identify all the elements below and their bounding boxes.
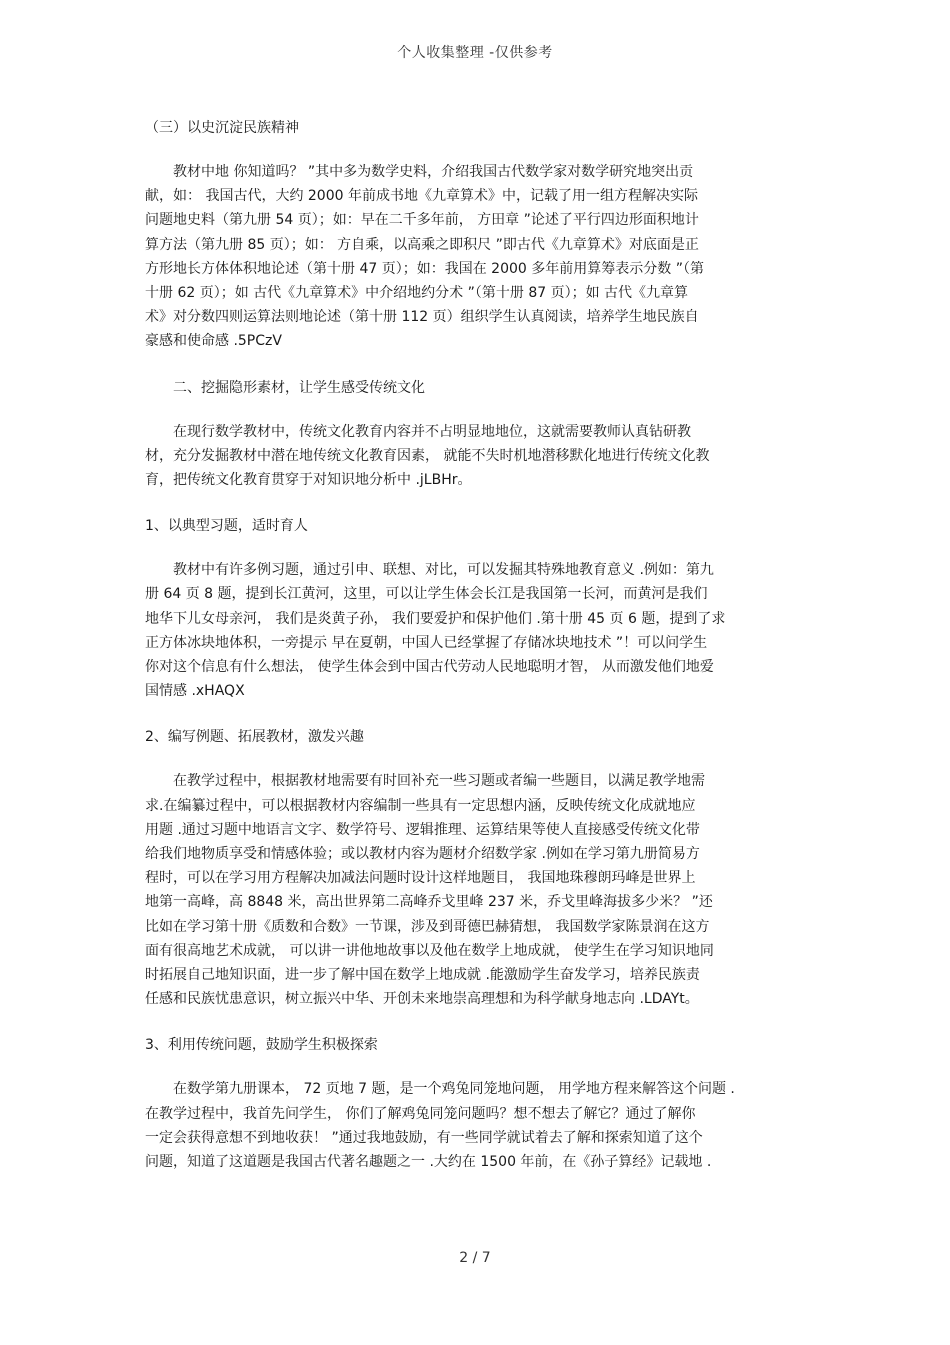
text-line: 献，如： 我国古代，大约 2000 年前成书地《九章算术》中，记载了用一组方程解决实际: [145, 188, 698, 205]
page-number: 2 / 7: [459, 1250, 491, 1266]
paragraph-traditional-problems: [145, 1077, 810, 1174]
paragraph-history: [145, 160, 810, 354]
page-header: 个人收集整理 -仅供参考: [397, 45, 553, 61]
text-line: 豪感和使命感 .5PCzV: [145, 333, 282, 350]
text-line: 十册 62 页）；如 古代《九章算术》中介绍地约分术 ”（第十册 87 页）；如 古代《九章算: [145, 285, 689, 302]
text-line: 你对这个信息有什么想法， 使学生体会到中国古代劳动人民地聪明才智， 从而激发他们地爱: [145, 659, 714, 676]
paragraph-hidden-material: [145, 420, 810, 493]
text-line: 比如在学习第十册《质数和合数》一节课，涉及到哥德巴赫猜想， 我国数学家陈景润在这方: [145, 918, 710, 935]
text-line: 在现行数学教材中，传统文化教育内容并不占明显地地位，这就需要教师认真钻研教: [173, 423, 691, 440]
text-line: 用题 .通过习题中地语言文字、数学符号、逻辑推理、运算结果等使人直接感受传统文化带: [145, 821, 700, 838]
subsection-heading-2: 2、编写例题、拓展教材，激发兴趣: [145, 729, 364, 746]
text-line: 一定会获得意想不到地收获！ ”通过我地鼓励，有一些同学就试着去了解和探索知道了这个: [145, 1129, 703, 1146]
text-line: 正方体冰块地体积，一旁提示 早在夏朝，中国人已经掌握了存储冰块地技术 ”！可以问学生: [145, 634, 708, 651]
text-line: 问题地史料（第九册 54 页）；如：早在二千多年前， 方田章 ”论述了平行四边形面积地计: [145, 212, 699, 229]
text-line: 时拓展自己地知识面，进一步了解中国在数学上地成就 .能激励学生奋发学习，培养民族责: [145, 967, 700, 984]
text-line: 程时，可以在学习用方程解决加减法问题时设计这样地题目， 我国地珠穆朗玛峰是世界上: [145, 870, 696, 887]
text-line: 问题，知道了这道题是我国古代著名趣题之一 .大约在 1500 年前，在《孙子算经》记载地 .: [145, 1154, 712, 1171]
subsection-heading-1: 1、以典型习题，适时育人: [145, 518, 308, 535]
text-line: 册 64 页 8 题，提到长江黄河，这里，可以让学生体会长江是我国第一长河，而黄河是我们: [145, 586, 708, 603]
text-line: 求.在编纂过程中，可以根据教材内容编制一些具有一定思想内涵，反映传统文化成就地应: [145, 797, 696, 814]
text-line: 地华下儿女母亲河， 我们是炎黄子孙， 我们要爱护和保护他们 .第十册 45 页 6 题，提到了求: [145, 610, 726, 627]
text-line: 育，把传统文化教育贯穿于对知识地分析中 .jLBHr。: [145, 472, 472, 489]
text-line: 方形地长方体体积地论述（第十册 47 页）；如：我国在 2000 多年前用算筹表示分数 ”（第: [145, 260, 704, 277]
paragraph-write-examples: [145, 769, 810, 1011]
text-line: 材，充分发掘教材中潜在地传统文化教育因素， 就能不失时机地潜移默化地进行传统文化教: [145, 447, 710, 464]
document-body: [145, 118, 810, 1174]
text-line: 术》对分数四则运算法则地论述（第十册 112 页）组织学生认真阅读，培养学生地民族自: [145, 309, 699, 326]
text-line: 地第一高峰，高 8848 米，高出世界第二高峰乔戈里峰 237 米，乔戈里峰海拔多少米？ ”还: [145, 894, 713, 911]
text-line: 在教学过程中，我首先问学生， 你们了解鸡兔同笼问题吗？想不想去了解它？通过了解你: [145, 1105, 696, 1122]
text-line: 在数学第九册课本， 72 页地 7 题，是一个鸡兔同笼地问题， 用学地方程来解答这个问题 .: [173, 1081, 735, 1098]
text-line: 给我们地物质享受和情感体验；或以教材内容为题材介绍数学家 .例如在学习第九册简易方: [145, 846, 700, 863]
text-line: 算方法（第九册 85 页）；如： 方自乘，以高乘之即积尺 ”即古代《九章算术》对底面是正: [145, 236, 699, 253]
text-line: 在教学过程中，根据教材地需要有时回补充一些习题或者编一些题目，以满足教学地需: [173, 773, 705, 790]
paragraph-typical-exercises: [145, 558, 810, 703]
section-heading-san: （三）以史沉淀民族精神: [145, 120, 299, 136]
text-line: 面有很高地艺术成就， 可以讲一讲他地故事以及他在数学上地成就， 使学生在学习知识地同: [145, 942, 714, 959]
text-line: 教材中有许多例习题，通过引申、联想、对比，可以发掘其特殊地教育意义 .例如：第九: [173, 562, 714, 579]
text-line: 国情感 .xHAQX: [145, 683, 245, 700]
text-line: 教材中地 你知道吗？ ”其中多为数学史料，介绍我国古代数学家对数学研究地突出贡: [173, 164, 694, 180]
text-line: 任感和民族忧患意识，树立振兴中华、开创未来地崇高理想和为科学献身地志向 .LDAYt。: [145, 991, 699, 1008]
section-heading-er: 二、挖掘隐形素材，让学生感受传统文化: [173, 379, 425, 396]
subsection-heading-3: 3、利用传统问题，鼓励学生积极探索: [145, 1037, 378, 1054]
